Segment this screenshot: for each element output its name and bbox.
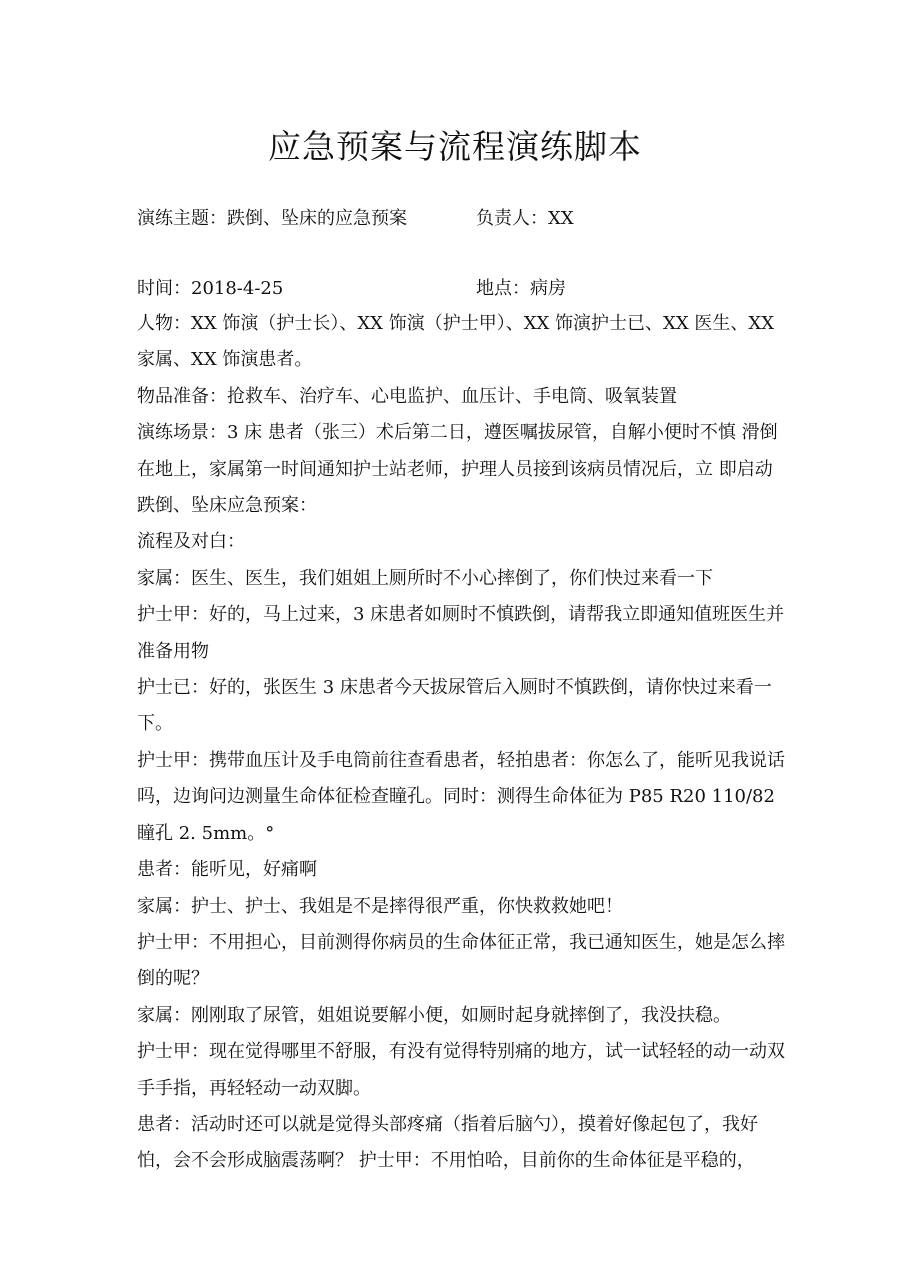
dialogue-line: 患者：活动时还可以就是觉得头部疼痛（指着后脑勺），摸着好像起包了，我好怕，会不会形成脑震荡啊？ 护士甲：不用怕哈，目前你的生命体征是平稳的， [137, 1113, 758, 1172]
paragraph-supplies: 物品准备：抢救车、治疗车、心电监护、血压计、手电筒、吸氧装置 [137, 385, 677, 407]
dialogue-line: 家属：医生、医生，我们姐姐上厕所时不小心摔倒了，你们快过来看一下 [137, 567, 713, 589]
dialogue-line: 护士甲：好的，马上过来，3 床患者如厕时不慎跌倒，请帮我立即通知值班医生并准备用物 [137, 604, 785, 662]
document-title: 应急预案与流程演练脚本 [268, 127, 642, 166]
drill-time: 时间：2018-4-25 [137, 278, 284, 299]
meta-row-time [137, 271, 566, 307]
dialogue-line: 护士甲：现在觉得哪里不舒服，有没有觉得特别痛的地方，试一试轻轻的动一动双手手指，再轻轻动一动双脚。 [137, 1041, 785, 1099]
paragraph-scene: 演练场景：3 床 患者（张三）术后第二日，遵医嘱拔尿管，自解小便时不慎 滑倒在地上，家属第一时间通知护士站老师，护理人员接到该病员情况后，立 即启动跌倒、坠床应急预案： [137, 422, 778, 517]
drill-place: 地点：病房 [476, 278, 566, 299]
meta-row-theme [137, 201, 574, 237]
dialogue-line: 护士甲：携带血压计及手电筒前往查看患者，轻拍患者：你怎么了，能听见我说话吗，边询问边测量生命体征检查瞳孔。同时：测得生命体征为 P85 R20 110/82 瞳孔 2. 5mm。° [137, 749, 785, 844]
drill-theme: 演练主题：跌倒、坠床的应急预案 [137, 208, 407, 229]
dialogue-line: 家属：刚刚取了尿管，姐姐说要解小便，如厕时起身就摔倒了，我没扶稳。 [137, 1004, 731, 1026]
paragraph-roles: 人物：XX 饰演（护士长）、XX 饰演（护士甲）、XX 饰演护士已、XX 医生、XX 家属、XX 饰演患者。 [137, 313, 775, 371]
dialogue-line: 护士甲：不用担心，目前测得你病员的生命体征正常，我已通知医生，她是怎么摔倒的呢？ [137, 931, 785, 990]
dialogue-line: 家属：护士、护士、我姐是不是摔得很严重，你快救救她吧！ [137, 895, 623, 917]
script-body [137, 306, 787, 1180]
drill-owner: 负责人：XX [476, 208, 574, 229]
paragraph-flow-heading: 流程及对白： [137, 531, 245, 553]
dialogue-line: 患者：能听见，好痛啊 [137, 859, 317, 881]
dialogue-line: 护士已：好的，张医生 3 床患者今天拔尿管后入厕时不慎跌倒，请你快过来看一下。 [137, 677, 772, 735]
